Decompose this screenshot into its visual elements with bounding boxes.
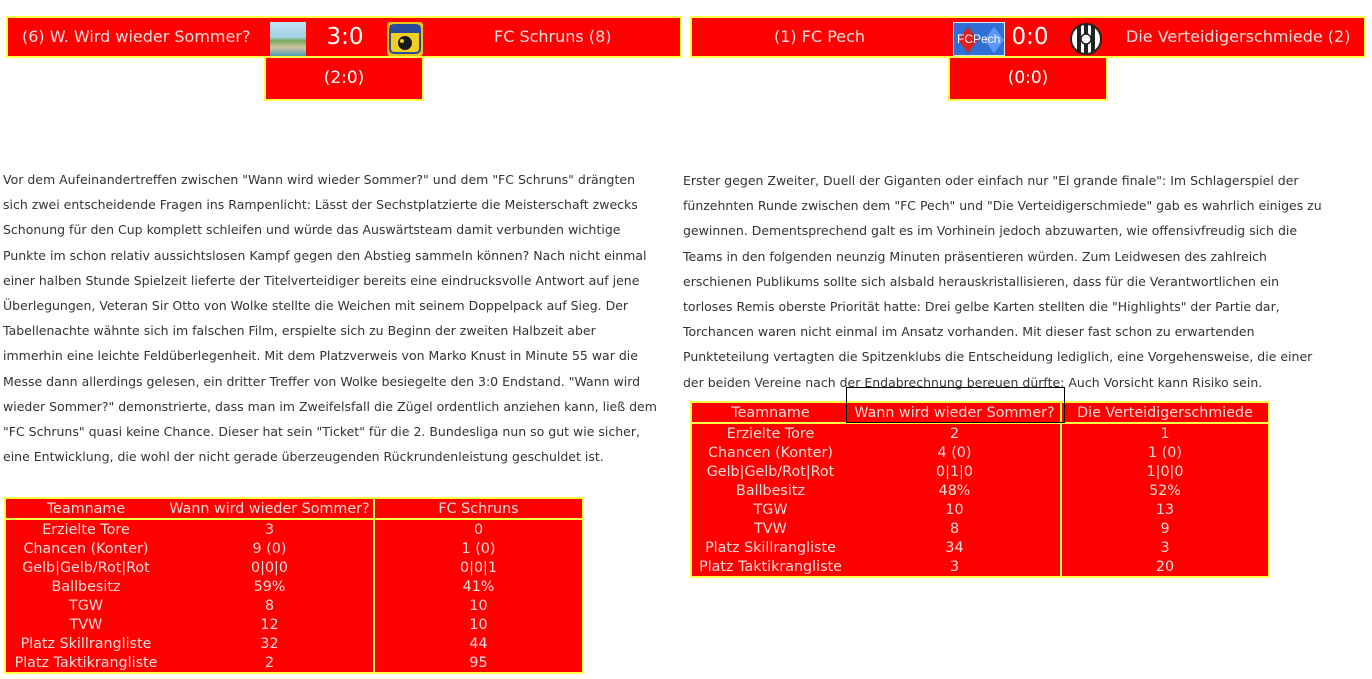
- table-row: [691, 557, 1269, 577]
- match-2-halftime: (0:0): [948, 58, 1108, 101]
- match-2-score-bar: [690, 16, 1366, 58]
- stat-label: TVW: [754, 520, 787, 537]
- stat-away-value: 1 (0): [1148, 444, 1182, 461]
- match-1-home-team[interactable]: (6) W. Wird wieder Sommer?: [22, 27, 251, 46]
- header-away: FC Schruns: [374, 498, 583, 519]
- table-row: [5, 653, 583, 673]
- stat-home-value: 3: [166, 519, 374, 539]
- stat-away-value: 20: [1155, 558, 1175, 575]
- stat-away-value: 41%: [462, 578, 495, 595]
- table-row: [691, 423, 1269, 443]
- match-1-score-bar: [6, 16, 682, 58]
- header-home: Wann wird wieder Sommer?: [849, 402, 1061, 423]
- stat-label: Platz Taktikrangliste: [14, 654, 158, 671]
- stat-away-value: 13: [1155, 501, 1175, 518]
- table-row: [5, 558, 583, 577]
- stat-home-value: 12: [166, 615, 374, 634]
- stat-away-value: 0: [473, 521, 484, 538]
- stat-away-value: 0|0|1: [460, 559, 497, 576]
- stat-away-value: 10: [469, 597, 488, 614]
- fc-schruns-crest-icon: [387, 22, 423, 56]
- header-away: Die Verteidigerschmiede: [1061, 402, 1269, 423]
- stat-label: Erzielte Tore: [726, 425, 815, 442]
- striped-ball-crest-icon: [1068, 22, 1104, 56]
- match-2-stats-table: [690, 401, 1270, 578]
- stat-home-value: 3: [849, 557, 1061, 577]
- stat-home-value: 8: [166, 596, 374, 615]
- match-1-report: [3, 167, 658, 469]
- stat-label: TVW: [69, 616, 103, 633]
- stat-label: Ballbesitz: [51, 578, 121, 595]
- stat-label: TGW: [69, 597, 103, 614]
- table-row: [5, 634, 583, 653]
- stat-home-value: 32: [166, 634, 374, 653]
- stat-label: Chancen (Konter): [707, 444, 834, 461]
- table-header-row: [5, 498, 583, 519]
- match-1-stats-table: [4, 497, 584, 674]
- fc-pech-logo-text: FCPech: [957, 32, 1001, 46]
- header-highlight-box: [846, 387, 1065, 423]
- stat-label: Platz Taktikrangliste: [699, 558, 842, 575]
- stat-label: Gelb|Gelb/Rot|Rot: [22, 559, 150, 576]
- match-2-away-team[interactable]: Die Verteidigerschmiede (2): [1126, 27, 1351, 46]
- table-row: [691, 462, 1269, 481]
- table-row: [691, 443, 1269, 462]
- table-row: [691, 500, 1269, 519]
- stat-label: Erzielte Tore: [42, 521, 130, 538]
- stat-label: Ballbesitz: [736, 482, 805, 499]
- stat-away-value: 10: [469, 616, 488, 633]
- header-home: Wann wird wieder Sommer?: [166, 498, 374, 519]
- stat-away-value: 1: [1160, 425, 1170, 442]
- stat-away-value: 9: [1160, 520, 1170, 537]
- stat-away-value: 95: [469, 654, 488, 671]
- header-teamname: Teamname: [5, 498, 166, 519]
- match-1-away-team[interactable]: FC Schruns (8): [494, 27, 612, 46]
- stat-home-value: 0|1|0: [849, 462, 1061, 481]
- stat-label: Chancen (Konter): [23, 540, 149, 557]
- match-1-score: 3:0: [326, 24, 364, 50]
- stat-home-value: 2: [849, 423, 1061, 443]
- match-2-report: [683, 168, 1328, 395]
- stat-home-value: 48%: [849, 481, 1061, 500]
- stat-label: Gelb|Gelb/Rot|Rot: [706, 463, 835, 480]
- fc-pech-logo-icon: [953, 22, 1005, 56]
- stat-away-value: 52%: [1149, 482, 1181, 499]
- table-row: [5, 519, 583, 539]
- stat-home-value: 34: [849, 538, 1061, 557]
- stat-home-value: 4 (0): [849, 443, 1061, 462]
- table-row: [5, 539, 583, 558]
- table-row: [5, 577, 583, 596]
- table-row: [691, 519, 1269, 538]
- stat-home-value: 10: [849, 500, 1061, 519]
- beach-photo-icon: [270, 22, 306, 56]
- stat-home-value: 0|0|0: [166, 558, 374, 577]
- match-2-score: 0:0: [1011, 24, 1049, 50]
- match-2-home-team[interactable]: (1) FC Pech: [774, 27, 866, 46]
- table-row: [5, 596, 583, 615]
- stat-away-value: 1 (0): [461, 540, 496, 557]
- stat-home-value: 59%: [166, 577, 374, 596]
- stat-home-value: 9 (0): [166, 539, 374, 558]
- table-row: [691, 538, 1269, 557]
- match-1-report-text: Vor dem Aufeinandertreffen zwischen "Wann wird wieder Sommer?" und dem "FC Schruns" drängten sich zwei entscheidende Fragen ins Rampenlicht: Lässt der Sechstplatzierte die Meisterschaft zwecks Schonung für den Cup komplett schleifen und würde das Auswärtsteam damit verbunden wichtige Punkte im schon relativ aussichtslosen Kampf gegen den Abstieg sammeln können? Nach nicht einmal einer halben Stunde Spielzeit lieferte der Titelverteidiger bereits eine eindrucksvolle Antwort auf jene Überlegungen, Veteran Sir Otto von Wolke stellte die Weichen mit seinem Doppelpack auf Sieg. Der Tabellenachte wähnte sich im falschen Film, erspielte sich zu Beginn der zweiten Halbzeit aber immerhin eine leichte Feldüberlegenheit. Mit dem Platzverweis von Marko Knust in Minute 55 war die Messe dann allerdings gelesen, ein dritter Treffer von Wolke besiegelte den 3:0 Endstand. "Wann wird wieder Sommer?" demonstrierte, dass man im Zweifelsfall die Zügel ordentlich anziehen kann, ließ dem "FC Schruns" quasi keine Chance. Dieser hat sein "Ticket" für die 2. Bundesliga nun so gut wie sicher, eine Entwicklung, die wohl der nicht gerade überzeugenden Rückrundenleistung geschuldet ist.: [3, 172, 657, 465]
- stat-label: TGW: [753, 501, 788, 518]
- header-teamname: Teamname: [691, 402, 849, 423]
- match-1-halftime: (2:0): [264, 58, 424, 101]
- stat-away-value: 1|0|0: [1146, 463, 1184, 480]
- stat-label: Platz Skillrangliste: [705, 539, 836, 556]
- stat-home-value: 8: [849, 519, 1061, 538]
- stat-away-value: 3: [1160, 539, 1170, 556]
- stat-away-value: 44: [469, 635, 488, 652]
- table-row: [691, 481, 1269, 500]
- table-row: [5, 615, 583, 634]
- stat-home-value: 2: [166, 653, 374, 673]
- stat-label: Platz Skillrangliste: [20, 635, 152, 652]
- match-2-report-text: Erster gegen Zweiter, Duell der Giganten oder einfach nur "El grande finale": Im Schlagerspiel der fünzehnten Runde zwischen dem "FC Pech" und "Die Verteidigerschmiede" gab es wahrlich einiges zu gewinnen. Dementsprechend galt es im Vorhinein jedoch abzuwarten, wie offensivfreudig sich die Teams in den folgenden neunzig Minuten präsentieren würden. Zum Leidwesen des zahlreich erschienen Publikums sollte sich alsbald herauskristallisieren, dass für die Verantwortlichen ein torloses Remis oberste Priorität hatte: Drei gelbe Karten stellten die "Highlights" der Partie dar, Torchancen waren nicht einmal im Ansatz vorhanden. Mit dieser fast schon zu erwartenden Punkteteilung vertagten die Spitzenklubs die Entscheidung lediglich, eine Vorgehensweise, die einer der beiden Vereine nach der Endabrechnung bereuen dürfte: Auch Vorsicht kann Risiko sein.: [683, 173, 1322, 390]
